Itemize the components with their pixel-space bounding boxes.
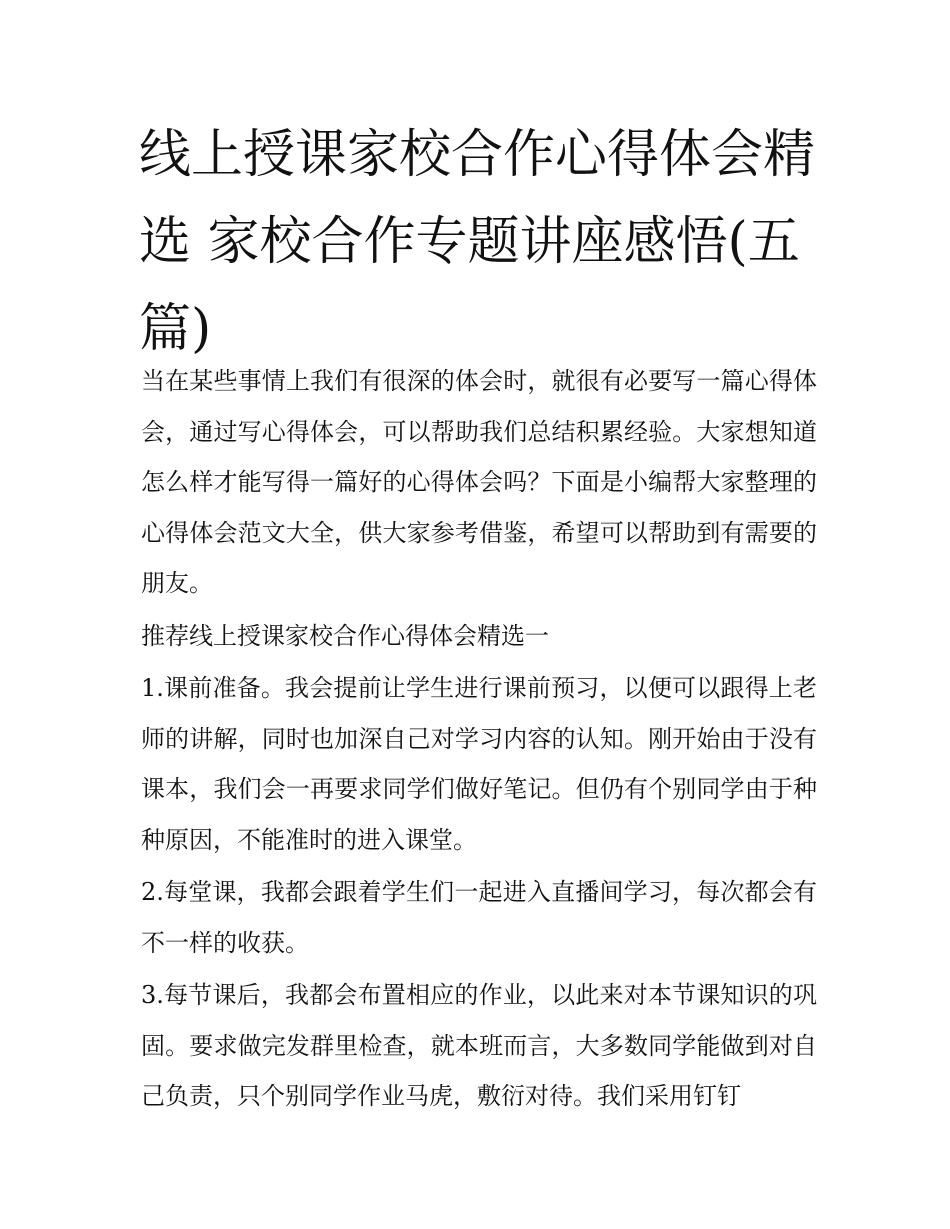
list-item: 3.每节课后，我都会布置相应的作业，以此来对本节课知识的巩固。要求做完发群里检查，就本班而言，大多数同学能做到对自己负责，只个别同学作业马虎，敷衍对待。我们采用钉钉: [141, 981, 817, 1110]
document-body: [141, 356, 817, 1122]
list-item: 1.课前准备。我会提前让学生进行课前预习，以便可以跟得上老师的讲解，同时也加深自己对学习内容的认知。刚开始由于没有课本，我们会一再要求同学们做好笔记。但仍有个别同学由于种种原因，不能准时的进入课堂。: [141, 674, 817, 854]
section-heading: 推荐线上授课家校合作心得体会精选一: [141, 621, 549, 650]
list-item: 2.每堂课，我都会跟着学生们一起进入直播间学习，每次都会有不一样的收获。: [141, 878, 817, 957]
intro-paragraph: 当在某些事情上我们有很深的体会时，就很有必要写一篇心得体会，通过写心得体会，可以帮助我们总结积累经验。大家想知道怎么样才能写得一篇好的心得体会吗？下面是小编帮大家整理的心得体会范文大全，供大家参考借鉴，希望可以帮助到有需要的朋友。: [141, 367, 817, 597]
document-title: 线上授课家校合作心得体会精选 家校合作专题讲座感悟(五篇): [139, 125, 816, 359]
